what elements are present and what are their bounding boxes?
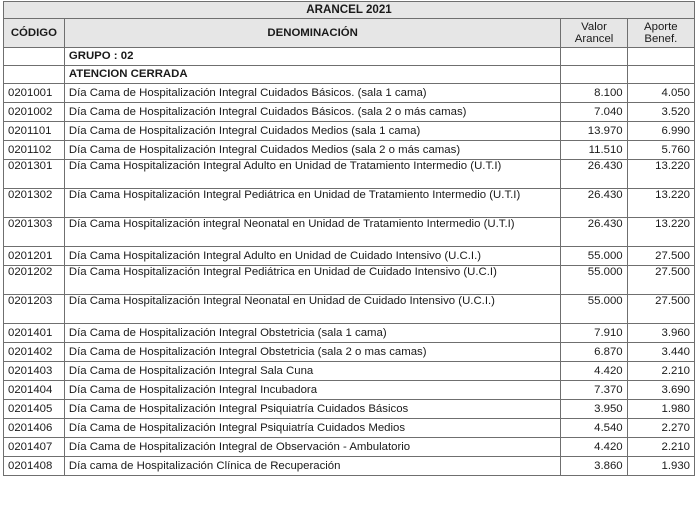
- header-valor-line2: Arancel: [574, 33, 614, 45]
- row-denominacion: Día Cama Hospitalización Integral Adulto en Unidad de Cuidado Intensivo (U.C.I.): [64, 247, 561, 266]
- row-denominacion: Día Cama de Hospitalización Integral Cuidados Básicos. (sala 2 o más camas): [64, 103, 561, 122]
- header-valor-arancel: [561, 19, 627, 48]
- table-row: [4, 381, 695, 400]
- table-row: [4, 84, 695, 103]
- row-aporte-benef: 1.930: [627, 457, 694, 476]
- row-denominacion: Día Cama de Hospitalización Integral Obstetricia (sala 1 cama): [64, 324, 561, 343]
- row-denominacion: Día Cama de Hospitalización Integral Cuidados Medios (sala 1 cama): [64, 122, 561, 141]
- group-row: [4, 48, 695, 66]
- table-row: [4, 324, 695, 343]
- row-codigo: 0201203: [4, 295, 65, 324]
- group-aporte-cell: [627, 48, 694, 66]
- header-denominacion: DENOMINACIÓN: [64, 19, 561, 48]
- row-valor-arancel: 55.000: [561, 295, 627, 324]
- section-row: [4, 66, 695, 84]
- row-denominacion: Día Cama de Hospitalización Integral Sala Cuna: [64, 362, 561, 381]
- row-codigo: 0201303: [4, 218, 65, 247]
- row-codigo: 0201002: [4, 103, 65, 122]
- row-codigo: 0201201: [4, 247, 65, 266]
- row-aporte-benef: 13.220: [627, 189, 694, 218]
- row-codigo: 0201102: [4, 141, 65, 160]
- row-denominacion: Día Cama de Hospitalización Integral Psiquiatría Cuidados Básicos: [64, 400, 561, 419]
- row-denominacion: Día Cama Hospitalización Integral Neonatal en Unidad de Cuidado Intensivo (U.C.I.): [64, 295, 561, 324]
- row-denominacion: Día Cama Hospitalización integral Neonatal en Unidad de Tratamiento Intermedio (U.T.I): [64, 218, 561, 247]
- row-valor-arancel: 4.420: [561, 362, 627, 381]
- row-denominacion: Día Cama de Hospitalización Integral Incubadora: [64, 381, 561, 400]
- header-aporte-line1: Aporte: [644, 21, 678, 33]
- row-valor-arancel: 7.040: [561, 103, 627, 122]
- row-aporte-benef: 3.440: [627, 343, 694, 362]
- row-aporte-benef: 6.990: [627, 122, 694, 141]
- table-row: [4, 160, 695, 189]
- table-row: [4, 295, 695, 324]
- header-row: [4, 19, 695, 48]
- table-row: [4, 362, 695, 381]
- header-valor-line1: Valor: [581, 21, 607, 33]
- row-valor-arancel: 4.420: [561, 438, 627, 457]
- row-denominacion: Día Cama de Hospitalización Integral Psiquiatría Cuidados Medios: [64, 419, 561, 438]
- section-valor-cell: [561, 66, 627, 84]
- row-valor-arancel: 8.100: [561, 84, 627, 103]
- arancel-document: [3, 1, 695, 476]
- table-row: [4, 343, 695, 362]
- row-valor-arancel: 55.000: [561, 266, 627, 295]
- row-codigo: 0201301: [4, 160, 65, 189]
- row-aporte-benef: 4.050: [627, 84, 694, 103]
- row-valor-arancel: 7.910: [561, 324, 627, 343]
- row-aporte-benef: 3.690: [627, 381, 694, 400]
- table-row: [4, 438, 695, 457]
- row-aporte-benef: 2.210: [627, 438, 694, 457]
- header-aporte-line2: Benef.: [644, 33, 678, 45]
- row-valor-arancel: 7.370: [561, 381, 627, 400]
- row-codigo: 0201408: [4, 457, 65, 476]
- table-row: [4, 400, 695, 419]
- table-row: [4, 189, 695, 218]
- row-codigo: 0201406: [4, 419, 65, 438]
- row-codigo: 0201401: [4, 324, 65, 343]
- row-denominacion: Día Cama de Hospitalización Integral Cuidados Básicos. (sala 1 cama): [64, 84, 561, 103]
- header-codigo: CÓDIGO: [4, 19, 65, 48]
- header-aporte-benef: [627, 19, 694, 48]
- section-label: ATENCION CERRADA: [64, 66, 561, 84]
- table-row: [4, 247, 695, 266]
- row-valor-arancel: 26.430: [561, 218, 627, 247]
- row-aporte-benef: 5.760: [627, 141, 694, 160]
- row-aporte-benef: 3.960: [627, 324, 694, 343]
- row-codigo: 0201202: [4, 266, 65, 295]
- row-denominacion: Día Cama Hospitalización Integral Pediátrica en Unidad de Cuidado Intensivo (U.C.I): [64, 266, 561, 295]
- row-codigo: 0201402: [4, 343, 65, 362]
- table-row: [4, 141, 695, 160]
- row-valor-arancel: 4.540: [561, 419, 627, 438]
- row-aporte-benef: 13.220: [627, 218, 694, 247]
- row-valor-arancel: 3.860: [561, 457, 627, 476]
- row-valor-arancel: 13.970: [561, 122, 627, 141]
- row-aporte-benef: 3.520: [627, 103, 694, 122]
- row-aporte-benef: 2.210: [627, 362, 694, 381]
- row-codigo: 0201407: [4, 438, 65, 457]
- row-codigo: 0201404: [4, 381, 65, 400]
- table-row: [4, 457, 695, 476]
- row-codigo: 0201302: [4, 189, 65, 218]
- table-row: [4, 122, 695, 141]
- row-denominacion: Día Cama Hospitalización Integral Adulto en Unidad de Tratamiento Intermedio (U.T.I): [64, 160, 561, 189]
- row-codigo: 0201403: [4, 362, 65, 381]
- row-valor-arancel: 6.870: [561, 343, 627, 362]
- row-valor-arancel: 26.430: [561, 160, 627, 189]
- row-codigo: 0201101: [4, 122, 65, 141]
- arancel-table: [3, 1, 695, 476]
- section-code-cell: [4, 66, 65, 84]
- section-aporte-cell: [627, 66, 694, 84]
- table-row: [4, 419, 695, 438]
- table-title: ARANCEL 2021: [4, 2, 695, 19]
- row-denominacion: Día Cama de Hospitalización Integral Obstetricia (sala 2 o mas camas): [64, 343, 561, 362]
- row-aporte-benef: 2.270: [627, 419, 694, 438]
- row-aporte-benef: 1.980: [627, 400, 694, 419]
- table-row: [4, 266, 695, 295]
- row-valor-arancel: 55.000: [561, 247, 627, 266]
- row-denominacion: Día cama de Hospitalización Clínica de Recuperación: [64, 457, 561, 476]
- table-row: [4, 103, 695, 122]
- row-valor-arancel: 3.950: [561, 400, 627, 419]
- title-row: [4, 2, 695, 19]
- row-aporte-benef: 27.500: [627, 266, 694, 295]
- table-row: [4, 218, 695, 247]
- row-denominacion: Día Cama de Hospitalización Integral Cuidados Medios (sala 2 o más camas): [64, 141, 561, 160]
- row-aporte-benef: 27.500: [627, 295, 694, 324]
- row-denominacion: Día Cama Hospitalización Integral Pediátrica en Unidad de Tratamiento Intermedio (U.T.I): [64, 189, 561, 218]
- row-denominacion: Día Cama de Hospitalización Integral de Observación - Ambulatorio: [64, 438, 561, 457]
- row-valor-arancel: 26.430: [561, 189, 627, 218]
- row-valor-arancel: 11.510: [561, 141, 627, 160]
- group-code-cell: [4, 48, 65, 66]
- row-codigo: 0201001: [4, 84, 65, 103]
- group-valor-cell: [561, 48, 627, 66]
- group-label: GRUPO : 02: [64, 48, 561, 66]
- row-aporte-benef: 13.220: [627, 160, 694, 189]
- row-codigo: 0201405: [4, 400, 65, 419]
- row-aporte-benef: 27.500: [627, 247, 694, 266]
